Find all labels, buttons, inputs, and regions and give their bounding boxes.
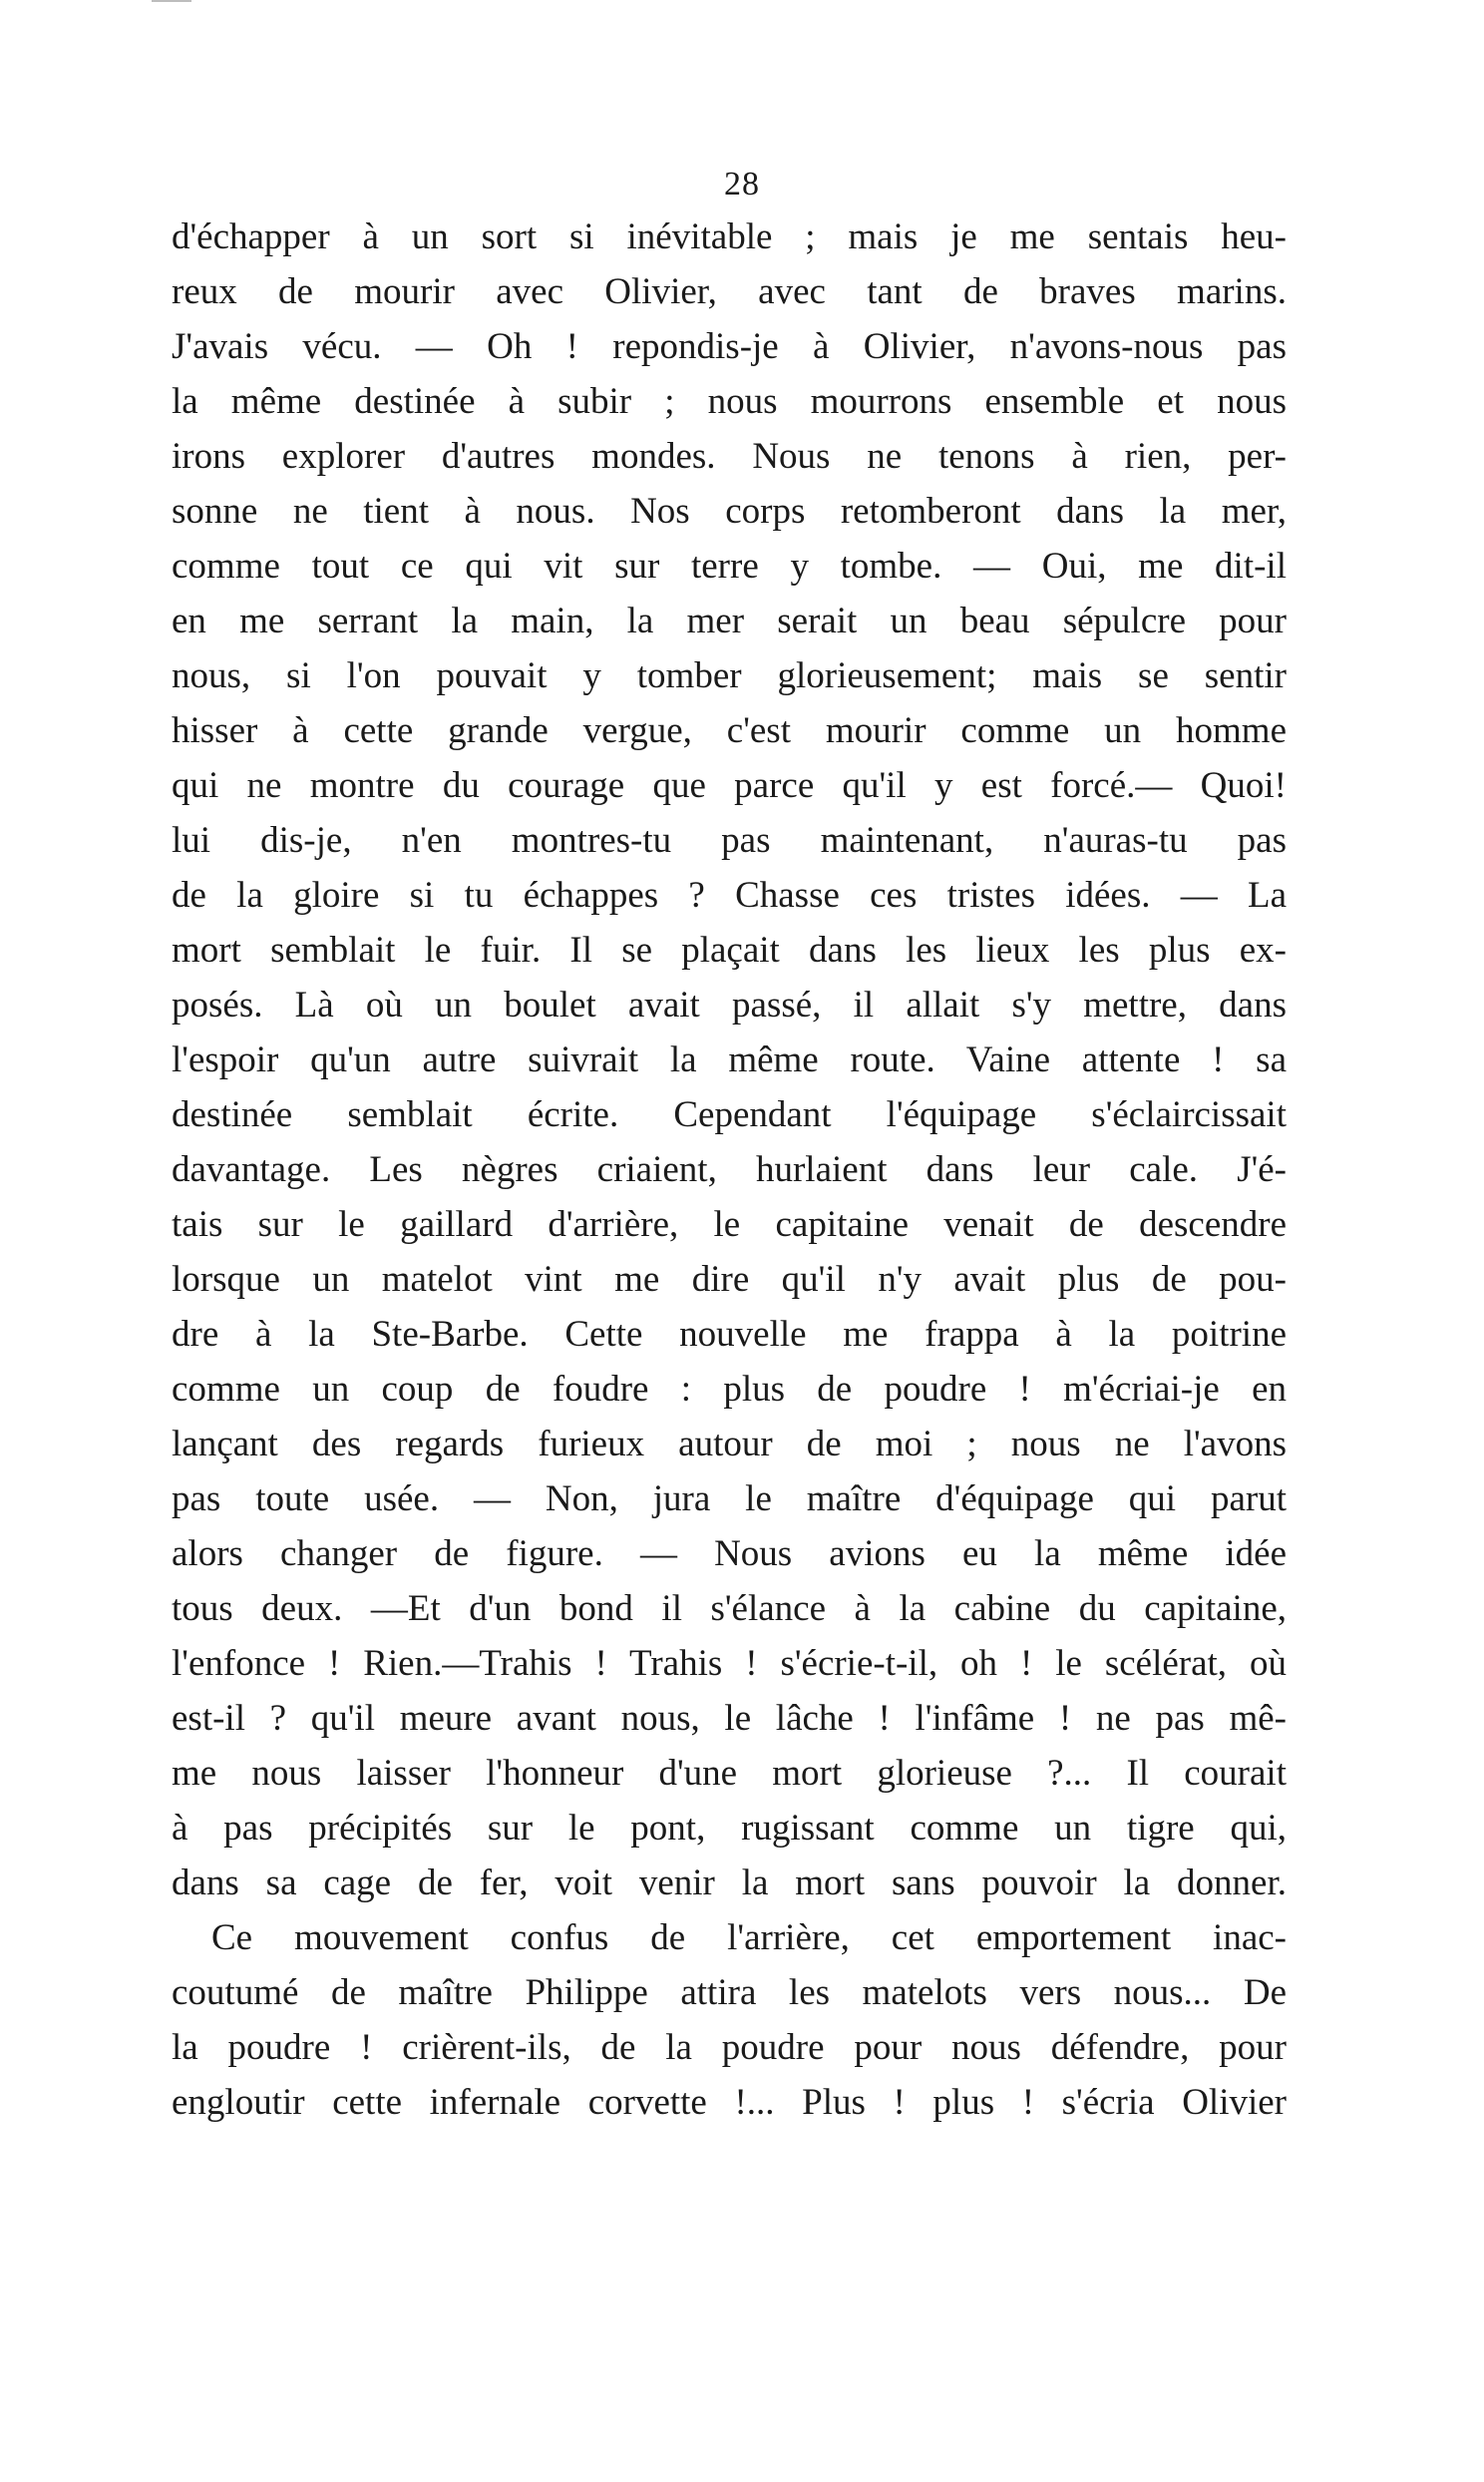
text-line: comme tout ce qui vit sur terre y tombe. — Oui, me dit-il (172, 546, 1287, 587)
text-line: lui dis-je, n'en montres-tu pas maintenant, n'auras-tu pas (172, 820, 1287, 861)
text-line: comme un coup de foudre : plus de poudre ! m'écriai-je en (172, 1369, 1287, 1410)
text-line: l'enfonce ! Rien.—Trahis ! Trahis ! s'écrie-t-il, oh ! le scélérat, où (172, 1643, 1287, 1684)
text-line: tous deux. —Et d'un bond il s'élance à la cabine du capitaine, (172, 1588, 1287, 1629)
text-line: nous, si l'on pouvait y tomber glorieusement; mais se sentir (172, 655, 1287, 696)
page-body (172, 209, 1287, 2130)
scan-edge-mark (152, 0, 191, 2)
text-line: pas toute usée. — Non, jura le maître d'équipage qui parut (172, 1478, 1287, 1519)
text-line: davantage. Les nègres criaient, hurlaient dans leur cale. J'é- (172, 1149, 1287, 1190)
text-line: hisser à cette grande vergue, c'est mourir comme un homme (172, 710, 1287, 751)
text-line: d'échapper à un sort si inévitable ; mais je me sentais heu- (172, 216, 1287, 257)
text-line: lorsque un matelot vint me dire qu'il n'y avait plus de pou- (172, 1259, 1287, 1300)
text-line: tais sur le gaillard d'arrière, le capitaine venait de descendre (172, 1204, 1287, 1245)
text-line: alors changer de figure. — Nous avions eu la même idée (172, 1533, 1287, 1574)
paragraph-start-line: Ce mouvement confus de l'arrière, cet emportement inac- (211, 1917, 1287, 1958)
text-line: sonne ne tient à nous. Nos corps retomberont dans la mer, (172, 491, 1287, 532)
text-line: irons explorer d'autres mondes. Nous ne tenons à rien, per- (172, 436, 1287, 477)
text-line: de la gloire si tu échappes ? Chasse ces tristes idées. — La (172, 875, 1287, 916)
text-line: est-il ? qu'il meure avant nous, le lâche ! l'infâme ! ne pas mê- (172, 1698, 1287, 1739)
text-line: en me serrant la main, la mer serait un beau sépulcre pour (172, 601, 1287, 641)
text-line: l'espoir qu'un autre suivrait la même route. Vaine attente ! sa (172, 1039, 1287, 1080)
text-line: J'avais vécu. — Oh ! repondis-je à Olivier, n'avons-nous pas (172, 326, 1287, 367)
text-line: engloutir cette infernale corvette !... Plus ! plus ! s'écria Olivier (172, 2082, 1287, 2123)
text-line: dans sa cage de fer, voit venir la mort sans pouvoir la donner. (172, 1862, 1287, 1903)
text-line: dre à la Ste-Barbe. Cette nouvelle me frappa à la poitrine (172, 1314, 1287, 1355)
text-line: mort semblait le fuir. Il se plaçait dans les lieux les plus ex- (172, 930, 1287, 971)
text-line: destinée semblait écrite. Cependant l'équipage s'éclaircissait (172, 1094, 1287, 1135)
text-line: reux de mourir avec Olivier, avec tant de braves marins. (172, 271, 1287, 312)
text-line: la poudre ! crièrent-ils, de la poudre pour nous défendre, pour (172, 2027, 1287, 2068)
text-line: la même destinée à subir ; nous mourrons ensemble et nous (172, 381, 1287, 422)
text-line: me nous laisser l'honneur d'une mort glorieuse ?... Il courait (172, 1753, 1287, 1794)
text-line: à pas précipités sur le pont, rugissant comme un tigre qui, (172, 1808, 1287, 1849)
text-line: lançant des regards furieux autour de moi ; nous ne l'avons (172, 1424, 1287, 1464)
text-line: coutumé de maître Philippe attira les matelots vers nous... De (172, 1972, 1287, 2013)
text-line: qui ne montre du courage que parce qu'il y est forcé.— Quoi! (172, 765, 1287, 806)
page-number: 28 (724, 166, 760, 203)
text-line: posés. Là où un boulet avait passé, il allait s'y mettre, dans (172, 985, 1287, 1026)
